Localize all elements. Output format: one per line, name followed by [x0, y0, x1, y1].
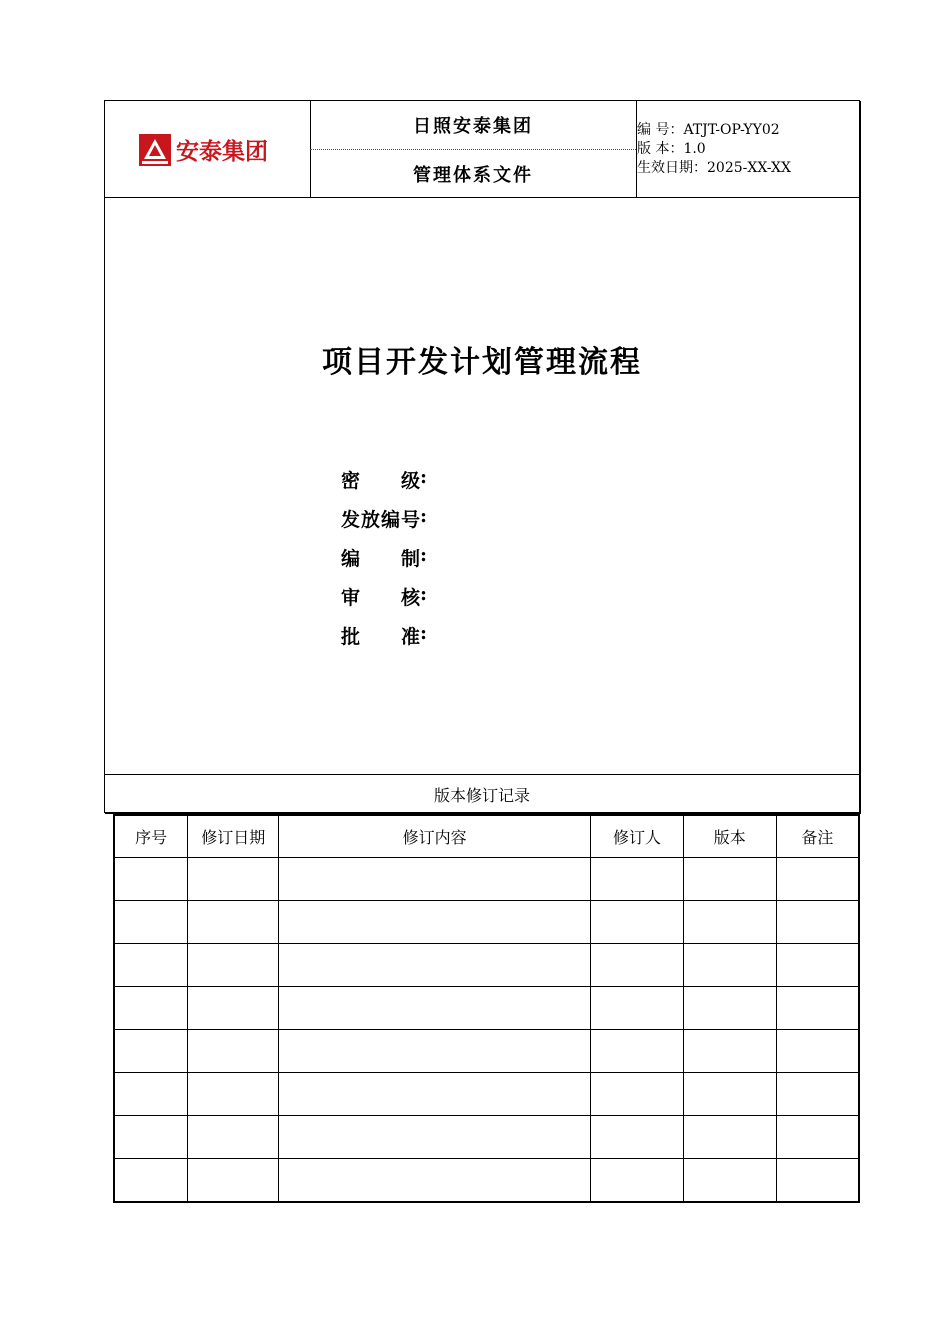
table-cell[interactable]: [591, 858, 684, 901]
table-cell[interactable]: [683, 858, 776, 901]
column-header: 修订人: [591, 815, 684, 858]
meta-effective-date: [637, 159, 859, 178]
field-label-char: 批: [341, 626, 361, 648]
field-secrecy: [341, 466, 432, 505]
doc-meta: [637, 121, 859, 178]
table-cell[interactable]: [776, 1116, 859, 1159]
column-header: 序号: [114, 815, 188, 858]
table-cell[interactable]: [188, 987, 279, 1030]
table-row: [114, 901, 859, 944]
table-cell[interactable]: [114, 944, 188, 987]
table-cell[interactable]: [279, 901, 591, 944]
table-cell[interactable]: [776, 1073, 859, 1116]
company-name: 日照安泰集团: [310, 101, 636, 150]
column-header: 备注: [776, 815, 859, 858]
revision-table: [113, 814, 860, 1203]
table-cell[interactable]: [683, 1116, 776, 1159]
table-header-row: [114, 815, 859, 858]
table-cell[interactable]: [591, 1116, 684, 1159]
table-cell[interactable]: [683, 987, 776, 1030]
table-cell[interactable]: [776, 1030, 859, 1073]
table-cell[interactable]: [776, 901, 859, 944]
field-label-char: 审: [341, 587, 361, 609]
document-title: 项目开发计划管理流程: [322, 345, 642, 380]
meta-label: 编 号：: [637, 122, 684, 138]
column-header: 修订日期: [188, 815, 279, 858]
field-label-char: 制: [400, 548, 420, 570]
table-row: [114, 1030, 859, 1073]
meta-value: 2025-XX-XX: [707, 160, 791, 176]
table-cell[interactable]: [188, 858, 279, 901]
table-cell[interactable]: [776, 858, 859, 901]
system-doc-label: 管理体系文件: [413, 164, 533, 186]
table-cell[interactable]: [188, 1030, 279, 1073]
table-cell[interactable]: [188, 901, 279, 944]
table-cell[interactable]: [279, 1159, 591, 1203]
field-label-char: 编: [380, 509, 400, 531]
header-title-cell: [310, 101, 637, 197]
table-row: [114, 987, 859, 1030]
revision-caption: 版本修订记录: [105, 774, 859, 813]
meta-doc-number: [637, 121, 859, 140]
field-colon: :: [420, 544, 428, 566]
field-label-char: 准: [400, 626, 420, 648]
column-header: 修订内容: [279, 815, 591, 858]
table-cell[interactable]: [776, 944, 859, 987]
table-cell[interactable]: [683, 1030, 776, 1073]
column-header: 版本: [683, 815, 776, 858]
table-cell[interactable]: [776, 987, 859, 1030]
field-prepared-by: [341, 544, 432, 583]
field-reviewed-by: [341, 583, 432, 622]
table-cell[interactable]: [279, 1116, 591, 1159]
table-cell[interactable]: [188, 1116, 279, 1159]
table-cell[interactable]: [683, 901, 776, 944]
table-cell[interactable]: [188, 1073, 279, 1116]
meta-label: 版 本：: [637, 141, 684, 157]
table-cell[interactable]: [683, 1159, 776, 1203]
table-cell[interactable]: [279, 1073, 591, 1116]
table-cell[interactable]: [591, 987, 684, 1030]
table-cell[interactable]: [591, 1073, 684, 1116]
logo-mark-icon: [139, 134, 171, 166]
table-cell[interactable]: [591, 1030, 684, 1073]
company-logo: [139, 133, 268, 166]
logo-text: 安泰集团: [176, 139, 268, 165]
meta-label: 生效日期：: [637, 160, 707, 176]
field-colon: :: [420, 505, 428, 527]
table-cell[interactable]: [591, 944, 684, 987]
logo-cell: [105, 101, 311, 197]
field-label-char: 级: [400, 470, 420, 492]
field-colon: :: [420, 466, 428, 488]
table-row: [114, 944, 859, 987]
table-cell[interactable]: [683, 1073, 776, 1116]
field-approved-by: [341, 622, 432, 661]
field-label-char: 号: [400, 509, 420, 531]
table-row: [114, 1116, 859, 1159]
field-label-char: 密: [341, 470, 361, 492]
field-label-char: 编: [341, 548, 361, 570]
table-cell[interactable]: [114, 1159, 188, 1203]
table-cell[interactable]: [279, 987, 591, 1030]
meta-version: [637, 140, 859, 159]
table-row: [114, 1159, 859, 1203]
table-cell[interactable]: [279, 1030, 591, 1073]
table-cell[interactable]: [591, 901, 684, 944]
table-cell[interactable]: [114, 858, 188, 901]
table-cell[interactable]: [114, 1030, 188, 1073]
field-issue-number: [341, 505, 432, 544]
field-colon: :: [420, 583, 428, 605]
meta-value: 1.0: [683, 141, 706, 157]
table-cell[interactable]: [279, 944, 591, 987]
document-frame: [104, 100, 860, 813]
field-label-char: 放: [360, 509, 380, 531]
table-cell[interactable]: [114, 987, 188, 1030]
table-cell[interactable]: [776, 1159, 859, 1203]
field-colon: :: [420, 622, 428, 644]
field-label-char: 核: [400, 587, 420, 609]
meta-value: ATJT-OP-YY02: [683, 122, 780, 138]
field-label-char: 发: [341, 509, 361, 531]
table-cell[interactable]: [188, 1159, 279, 1203]
table-cell[interactable]: [114, 1073, 188, 1116]
table-cell[interactable]: [188, 944, 279, 987]
approval-fields: [341, 466, 432, 661]
table-cell[interactable]: [114, 1116, 188, 1159]
table-cell[interactable]: [683, 944, 776, 987]
table-row: [114, 1073, 859, 1116]
table-cell[interactable]: [114, 901, 188, 944]
document-header: [105, 101, 859, 198]
table-cell[interactable]: [591, 1159, 684, 1203]
table-row: [114, 858, 859, 901]
table-cell[interactable]: [279, 858, 591, 901]
